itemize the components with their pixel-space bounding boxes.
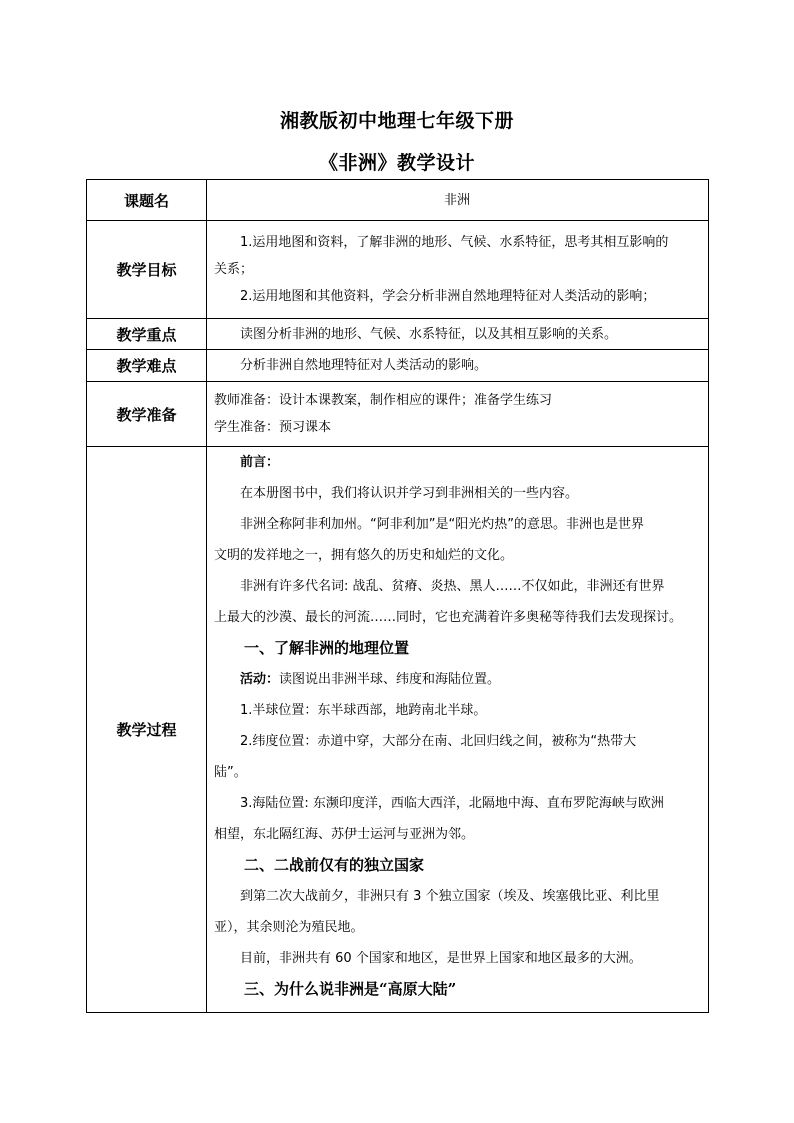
document-subtitle: 《非洲》教学设计 (318, 152, 475, 174)
table-row-key-points (87, 319, 709, 350)
difficulty-label: 教学难点 (87, 350, 207, 382)
document-title: 湘教版初中地理七年级下册 (279, 110, 514, 132)
table-row-goals (87, 221, 709, 319)
preface-label: 前言： (240, 455, 280, 470)
table-row-preparation (87, 382, 709, 447)
preface-paragraph-3-line-1: 非洲有许多代名词: 战乱、贫瘠、炎热、黑人……不仅如此，非洲还有世界 (240, 579, 665, 594)
topic-value: 非洲 (207, 180, 709, 221)
student-preparation: 学生准备：预习课本 (214, 420, 332, 435)
preparation-content (207, 382, 709, 447)
goal-1-line-1: 1.运用地图和资料，了解非洲的地形、气候、水系特征，思考其相互影响的 (240, 235, 669, 250)
key-points-label: 教学重点 (87, 319, 207, 350)
lesson-plan-table (86, 179, 709, 1013)
independence-paragraph-line-2: 亚），其余则沦为殖民地。 (214, 920, 364, 935)
activity-line (214, 664, 700, 695)
topic-label: 课题名 (87, 180, 207, 221)
goal-1-line-2: 关系； (214, 262, 254, 277)
preface-paragraph-1: 在本册图书中，我们将认识并学习到非洲相关的一些内容。 (240, 486, 579, 501)
hemisphere-position: 1.半球位置：东半球西部，地跨南北半球。 (240, 703, 487, 718)
independence-paragraph-line-1: 到第二次大战前夕，非洲只有 3 个独立国家（埃及、埃塞俄比亚、利比里 (240, 889, 660, 904)
preface-paragraph-2-line-2: 文明的发祥地之一，拥有悠久的历史和灿烂的文化。 (214, 548, 514, 563)
latitude-position-line-1: 2.纬度位置：赤道中穿，大部分在南、北回归线之间，被称为“热带大 (240, 734, 637, 749)
sea-land-position-line-1: 3.海陆位置: 东濒印度洋，西临大西洋，北隔地中海、直布罗陀海峡与欧洲 (240, 796, 664, 811)
table-row-process (87, 447, 709, 1013)
section-heading-1: 一、了解非洲的地理位置 (244, 639, 410, 657)
key-points-content (207, 319, 709, 350)
process-content (207, 447, 709, 1013)
preface-paragraph-2-line-1: 非洲全称阿非利加州。“阿非利加”是“阳光灼热”的意思。非洲也是世界 (240, 517, 644, 532)
table-row-difficulty (87, 350, 709, 382)
key-points-text: 读图分析非洲的地形、气候、水系特征，以及其相互影响的关系。 (240, 326, 618, 342)
teacher-preparation: 教师准备：设计本课教案，制作相应的课件；准备学生练习 (214, 393, 553, 408)
goal-2: 2.运用地图和其他资料，学会分析非洲自然地理特征对人类活动的影响； (240, 289, 656, 304)
activity-text: 读图说出非洲半球、纬度和海陆位置。 (279, 672, 501, 687)
goals-content (207, 221, 709, 319)
section-heading-3: 三、为什么说非洲是“高原大陆” (244, 980, 457, 998)
preparation-label: 教学准备 (87, 382, 207, 447)
latitude-position-line-2: 陆”。 (214, 765, 247, 780)
preface-paragraph-3-line-2: 上最大的沙漠、最长的河流……同时，它也充满着许多奥秘等待我们去发现探讨。 (214, 610, 683, 625)
difficulty-content (207, 350, 709, 382)
goals-label: 教学目标 (87, 221, 207, 319)
activity-label: 活动： (240, 672, 280, 687)
sea-land-position-line-2: 相望，东北隔红海、苏伊士运河与亚洲为邻。 (214, 827, 475, 842)
countries-paragraph: 目前，非洲共有 60 个国家和地区，是世界上国家和地区最多的大洲。 (240, 951, 642, 966)
process-label: 教学过程 (87, 447, 207, 1013)
section-heading-2: 二、二战前仅有的独立国家 (244, 856, 425, 874)
table-row-topic (87, 180, 709, 221)
difficulty-text: 分析非洲自然地理特征对人类活动的影响。 (240, 358, 488, 373)
